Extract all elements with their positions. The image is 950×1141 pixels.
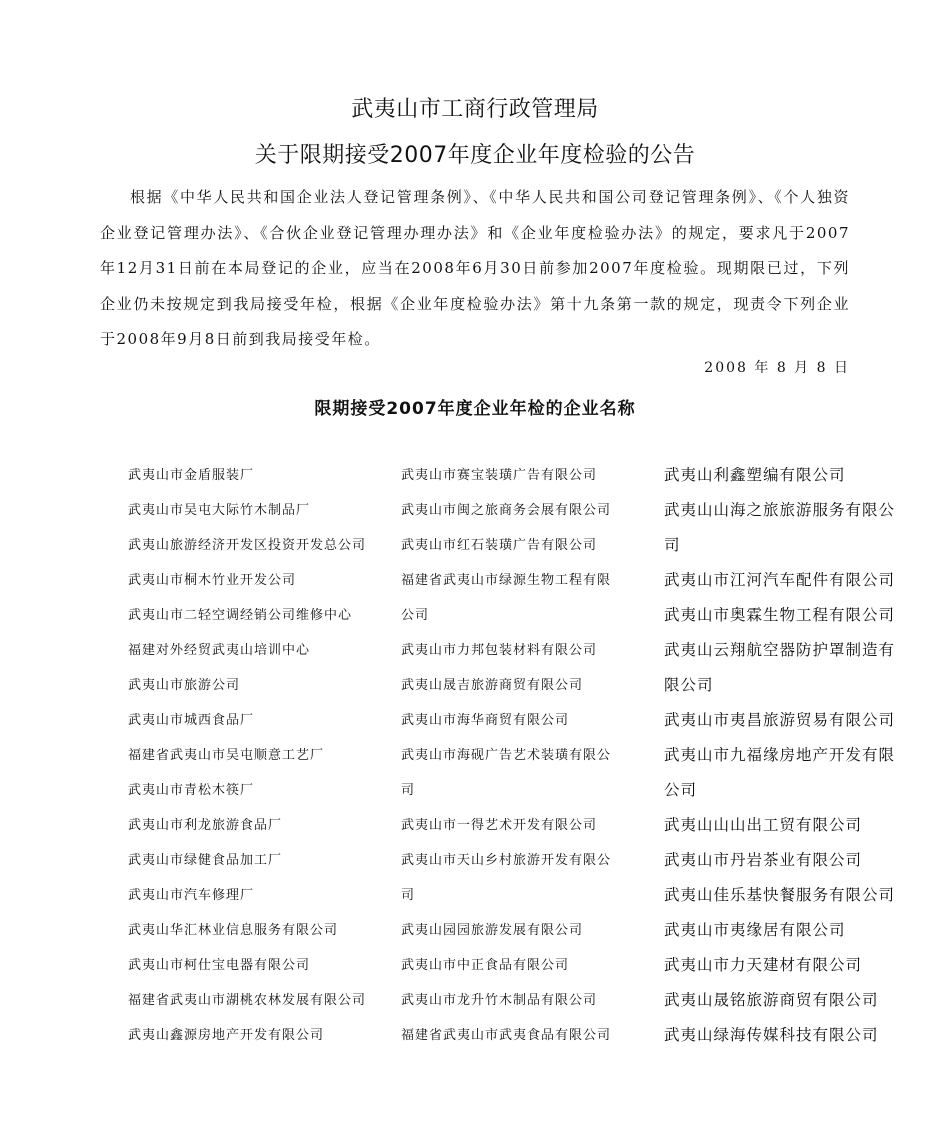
- company-column-3: [664, 458, 914, 1053]
- company-entry: 公司: [401, 608, 430, 623]
- company-entry: 司: [664, 536, 681, 554]
- company-entry: 福建对外经贸武夷山培训中心: [128, 643, 311, 658]
- company-entry: 武夷山市中正食品有限公司: [401, 958, 570, 973]
- company-entry: 武夷山晟铭旅游商贸有限公司: [664, 991, 879, 1009]
- company-entry: 武夷山园园旅游发展有限公司: [401, 923, 584, 938]
- company-entry: 司: [401, 888, 416, 903]
- notice-title-line1: 武夷山市工商行政管理局: [351, 97, 599, 122]
- company-entry: 武夷山市九福缘房地产开发有限: [664, 746, 896, 764]
- company-entry: 武夷山市江河汽车配件有限公司: [664, 571, 896, 589]
- company-entry: 武夷山市城西食品厂: [128, 713, 255, 728]
- company-entry: 武夷山市海华商贸有限公司: [401, 713, 570, 728]
- company-entry: 武夷山市天山乡村旅游开发有限公: [401, 853, 612, 868]
- company-entry: 福建省武夷山市吴屯顺意工艺厂: [128, 748, 325, 763]
- company-entry: 武夷山市汽车修理厂: [128, 888, 255, 903]
- company-entry: 武夷山市旅游公司: [128, 678, 241, 693]
- company-entry: 武夷山市龙升竹木制品有限公司: [401, 993, 598, 1008]
- company-entry: 武夷山市奥霖生物工程有限公司: [664, 606, 896, 624]
- company-entry: 武夷山市力天建材有限公司: [664, 956, 863, 974]
- company-column-2: [401, 458, 641, 1053]
- company-entry: 武夷山市金盾服装厂: [128, 468, 255, 483]
- notice-date: 2008 年 8 月 8 日: [704, 360, 850, 376]
- company-entry: 武夷山佳乐基快餐服务有限公司: [664, 886, 896, 904]
- company-entry: 武夷山市力邦包装材料有限公司: [401, 643, 598, 658]
- company-entry: 武夷山绿海传媒科技有限公司: [664, 1026, 879, 1044]
- company-entry: 武夷山市一得艺术开发有限公司: [401, 818, 598, 833]
- company-entry: 武夷山山山出工贸有限公司: [664, 816, 863, 834]
- company-entry: 武夷山市夷缘居有限公司: [664, 921, 846, 939]
- company-entry: 武夷山利鑫塑编有限公司: [664, 466, 846, 484]
- company-entry: 武夷山晟吉旅游商贸有限公司: [401, 678, 584, 693]
- company-column-1: [128, 458, 383, 1053]
- company-entry: 福建省武夷山市绿源生物工程有限: [401, 573, 612, 588]
- company-entry: 武夷山华汇林业信息服务有限公司: [128, 923, 339, 938]
- company-entry: 武夷山鑫源房地产开发有限公司: [128, 1028, 325, 1043]
- company-entry: 武夷山市海砚广告艺术装璜有限公: [401, 748, 612, 763]
- company-entry: 武夷山市闽之旅商务会展有限公司: [401, 503, 612, 518]
- company-entry: 武夷山市柯仕宝电器有限公司: [128, 958, 311, 973]
- company-entry: 福建省武夷山市武夷食品有限公司: [401, 1028, 612, 1043]
- notice-title-line2: 关于限期接受2007年度企业年度检验的公告: [254, 143, 696, 168]
- company-entry: 限公司: [664, 676, 714, 694]
- company-entry: 武夷山市二轻空调经销公司维修中心: [128, 608, 353, 623]
- company-entry: 武夷山市丹岩茶业有限公司: [664, 851, 863, 869]
- company-entry: 武夷山市利龙旅游食品厂: [128, 818, 283, 833]
- company-list-title: 限期接受2007年度企业年检的企业名称: [314, 399, 636, 419]
- company-entry: 武夷山旅游经济开发区投资开发总公司: [128, 538, 367, 553]
- company-entry: 武夷山山海之旅旅游服务有限公: [664, 501, 896, 519]
- company-entry: 武夷山云翔航空器防护罩制造有: [664, 641, 896, 659]
- notice-body: 根据《中华人民共和国企业法人登记管理条例》、《中华人民共和国公司登记管理条例》、《个人独资企业登记管理办法》、《合伙企业登记管理办理办法》和《企业年度检验办法》的规定，要求凡于2007年12月31日前在本局登记的企业，应当在2008年6月30日前参加2007年度检验。现期限已过，下列企业仍未按规定到我局接受年检，根据《企业年度检验办法》第十九条第一款的规定，现责令下列企业于2008年9月8日前到我局接受年检。: [100, 188, 850, 348]
- company-entry: 武夷山市绿健食品加工厂: [128, 853, 283, 868]
- company-entry: 武夷山市赛宝装璜广告有限公司: [401, 468, 598, 483]
- company-entry: 武夷山市吴屯大际竹木制品厂: [128, 503, 311, 518]
- company-entry: 武夷山市夷昌旅游贸易有限公司: [664, 711, 896, 729]
- company-entry: 司: [401, 783, 416, 798]
- company-entry: 公司: [664, 781, 698, 799]
- company-entry: 武夷山市青松木筷厂: [128, 783, 255, 798]
- company-entry: 武夷山市桐木竹业开发公司: [128, 573, 297, 588]
- company-entry: 福建省武夷山市湖桃农林发展有限公司: [128, 993, 367, 1008]
- company-entry: 武夷山市红石装璜广告有限公司: [401, 538, 598, 553]
